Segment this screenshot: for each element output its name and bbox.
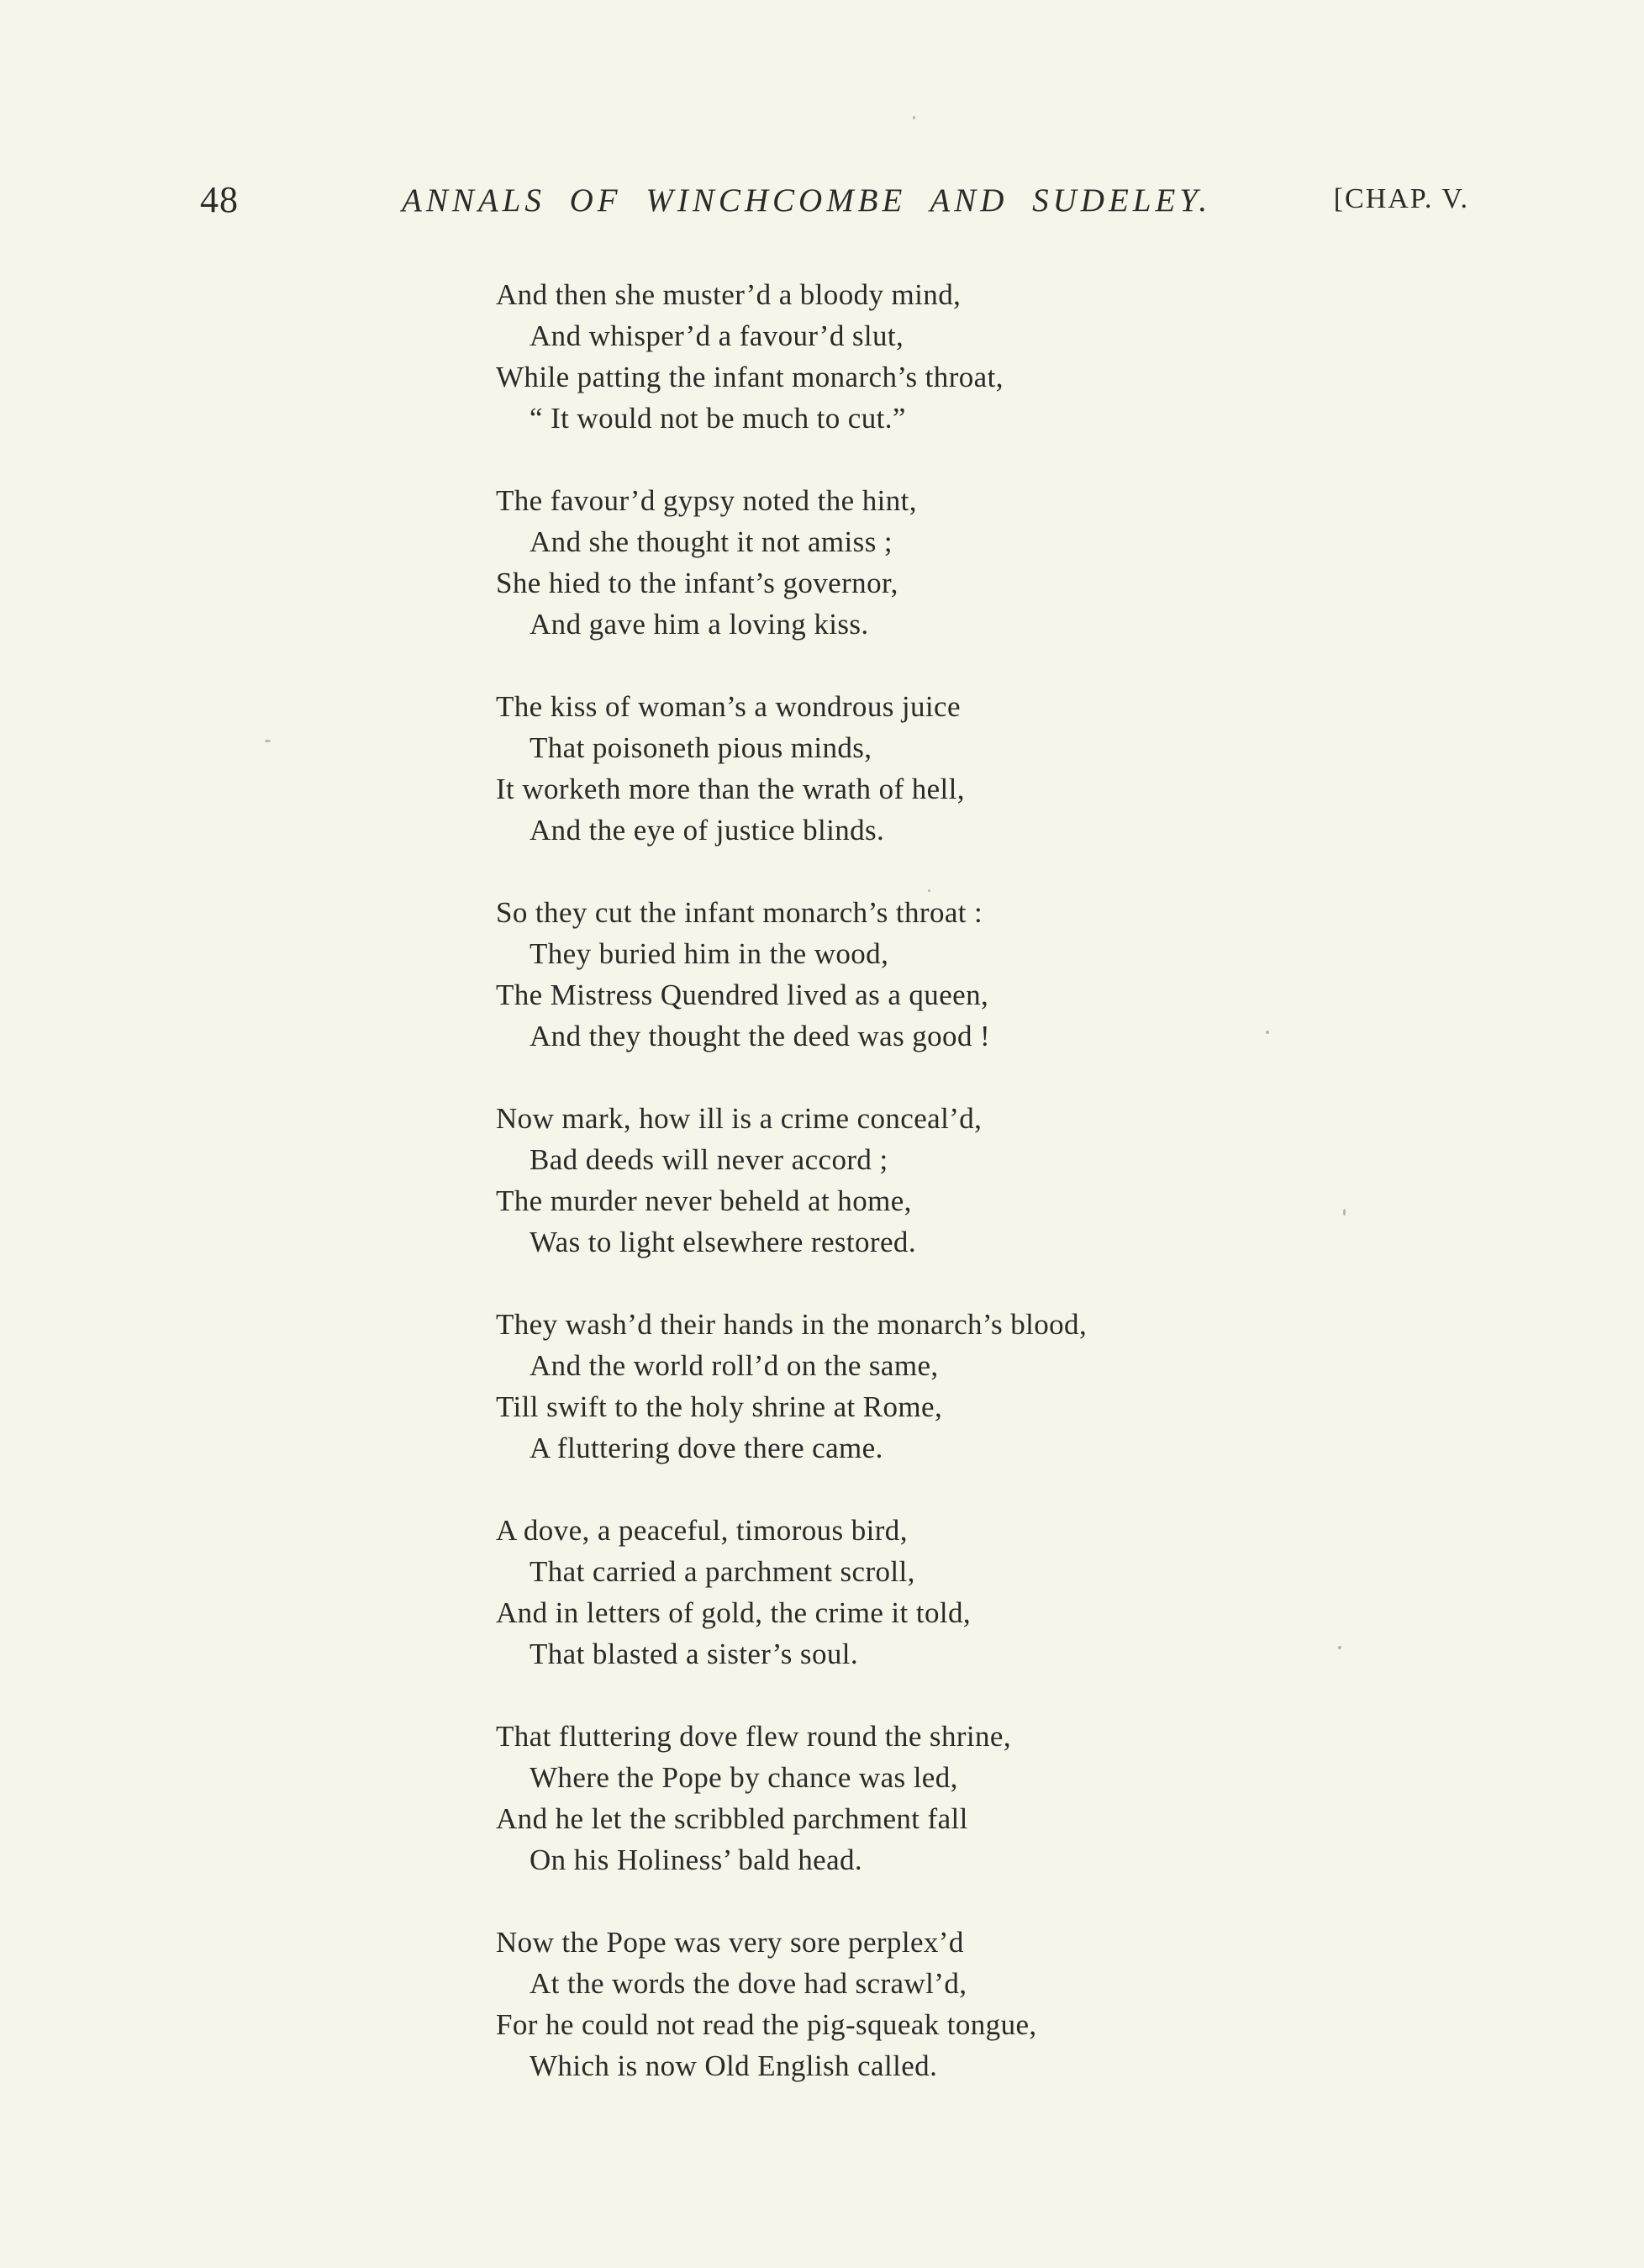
stanza bbox=[496, 1098, 1252, 1263]
poem-line: The murder never beheld at home, bbox=[496, 1184, 912, 1217]
paper-speck bbox=[265, 740, 271, 742]
poem-line: That poisoneth pious minds, bbox=[530, 731, 872, 764]
poem-line: On his Holiness’ bald head. bbox=[530, 1843, 863, 1876]
poem-line: They buried him in the wood, bbox=[530, 937, 889, 970]
stanza bbox=[496, 274, 1252, 439]
poem-line: Was to light elsewhere restored. bbox=[530, 1226, 916, 1258]
poem-line: And gave him a loving kiss. bbox=[530, 608, 869, 641]
poem-line: And he let the scribbled parchment fall bbox=[496, 1802, 968, 1835]
poem-line: Which is now Old English called. bbox=[530, 2049, 938, 2082]
poem-line: And she thought it not amiss ; bbox=[530, 525, 893, 558]
poem-line: The Mistress Quendred lived as a queen, bbox=[496, 978, 989, 1011]
poem-line: A dove, a peaceful, timorous bird, bbox=[496, 1514, 908, 1547]
stanza bbox=[496, 1304, 1252, 1469]
paper-speck bbox=[913, 116, 915, 119]
paper-speck bbox=[1343, 1209, 1346, 1216]
page-header bbox=[200, 178, 1469, 229]
poem-line: And they thought the deed was good ! bbox=[530, 1020, 991, 1052]
poem-line: Till swift to the holy shrine at Rome, bbox=[496, 1390, 943, 1423]
poem bbox=[496, 274, 1252, 2128]
poem-line: While patting the infant monarch’s throat, bbox=[496, 361, 1004, 393]
poem-line: At the words the dove had scrawl’d, bbox=[530, 1967, 967, 2000]
poem-line: Bad deeds will never accord ; bbox=[530, 1143, 888, 1176]
poem-line: Now mark, how ill is a crime conceal’d, bbox=[496, 1102, 983, 1135]
poem-line: “ It would not be much to cut.” bbox=[530, 402, 906, 435]
poem-line: That carried a parchment scroll, bbox=[530, 1555, 915, 1588]
stanza bbox=[496, 480, 1252, 645]
poem-line: It worketh more than the wrath of hell, bbox=[496, 773, 965, 805]
stanza bbox=[496, 1922, 1252, 2086]
poem-line: So they cut the infant monarch’s throat : bbox=[496, 896, 983, 929]
stanza bbox=[496, 1716, 1252, 1880]
poem-line: They wash’d their hands in the monarch’s blood, bbox=[496, 1308, 1088, 1341]
chapter-reference: [CHAP. V. bbox=[1333, 183, 1469, 214]
poem-line: And whisper’d a favour’d slut, bbox=[530, 319, 904, 352]
poem-line: That blasted a sister’s soul. bbox=[530, 1638, 859, 1670]
poem-line: The kiss of woman’s a wondrous juice bbox=[496, 690, 961, 723]
poem-line: That fluttering dove flew round the shrine, bbox=[496, 1720, 1012, 1753]
stanza bbox=[496, 892, 1252, 1057]
paper-speck bbox=[1338, 1646, 1341, 1649]
poem-line: And the world roll’d on the same, bbox=[530, 1349, 939, 1382]
running-title: ANNALS OF WINCHCOMBE AND SUDELEY. bbox=[402, 182, 1212, 219]
page-number: 48 bbox=[200, 179, 239, 220]
poem-line: And then she muster’d a bloody mind, bbox=[496, 278, 962, 311]
paper-speck bbox=[928, 889, 930, 892]
paper-speck bbox=[1266, 1031, 1269, 1034]
stanza bbox=[496, 686, 1252, 851]
poem-line: She hied to the infant’s governor, bbox=[496, 567, 898, 599]
poem-line: Where the Pope by chance was led, bbox=[530, 1761, 958, 1794]
stanza bbox=[496, 1510, 1252, 1675]
poem-line: And the eye of justice blinds. bbox=[530, 814, 885, 847]
poem-line: And in letters of gold, the crime it told, bbox=[496, 1596, 972, 1629]
poem-line: Now the Pope was very sore perplex’d bbox=[496, 1926, 964, 1959]
poem-line: For he could not read the pig-squeak tongue, bbox=[496, 2008, 1037, 2041]
poem-line: The favour’d gypsy noted the hint, bbox=[496, 484, 917, 517]
poem-line: A fluttering dove there came. bbox=[530, 1432, 883, 1464]
